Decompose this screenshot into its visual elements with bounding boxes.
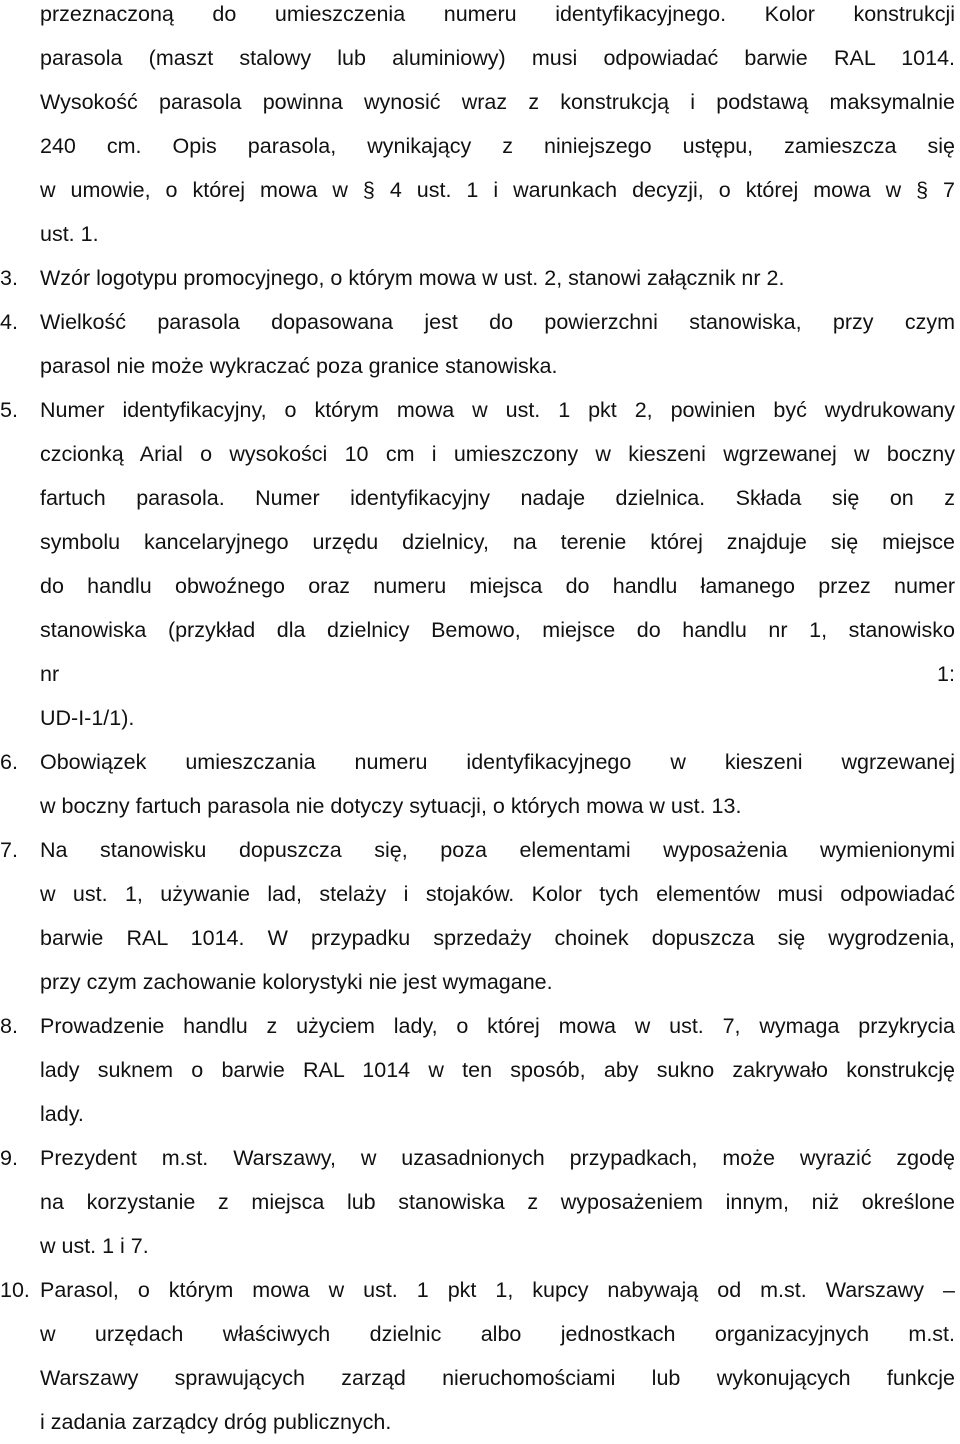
list-item-line: parasol nie może wykraczać poza granice stanowiska. [40,354,558,378]
list-item-line: nr 1: [40,662,955,686]
paragraph-line: Wysokość parasola powinna wynosić wraz z konstrukcją i podstawą maksymalnie [40,90,955,114]
list-item-line: Obowiązek umieszczania numeru identyfikacyjnego w kieszeni wgrzewanej [40,750,955,774]
list-item-line: Prowadzenie handlu z użyciem lady, o której mowa w ust. 7, wymaga przykrycia [40,1014,955,1038]
list-item-number: 8. [0,1014,18,1038]
list-item-line: na korzystanie z miejsca lub stanowiska z wyposażeniem innym, niż określone [40,1190,955,1214]
list-item-line: Warszawy sprawujących zarząd nieruchomościami lub wykonujących funkcje [40,1366,955,1390]
list-item-line: Wzór logotypu promocyjnego, o którym mowa w ust. 2, stanowi załącznik nr 2. [40,266,785,290]
list-item-line: symbolu kancelaryjnego urzędu dzielnicy, na terenie której znajduje się miejsce [40,530,955,554]
list-item-line: w urzędach właściwych dzielnic albo jednostkach organizacyjnych m.st. [40,1322,955,1346]
list-item-number: 5. [0,398,18,422]
list-item-line: Wielkość parasola dopasowana jest do powierzchni stanowiska, przy czym [40,310,955,334]
list-item-line: stanowiska (przykład dla dzielnicy Bemowo, miejsce do handlu nr 1, stanowisko [40,618,955,642]
list-item-line: czcionką Arial o wysokości 10 cm i umieszczony w kieszeni wgrzewanej w boczny [40,442,955,466]
list-item-line: w ust. 1 i 7. [40,1234,149,1258]
list-item-number: 4. [0,310,18,334]
list-item-number: 10. [0,1278,30,1302]
list-item-line: przy czym zachowanie kolorystyki nie jest wymagane. [40,970,553,994]
paragraph-line: 240 cm. Opis parasola, wynikający z niniejszego ustępu, zamieszcza się [40,134,955,158]
list-item-line: Parasol, o którym mowa w ust. 1 pkt 1, kupcy nabywają od m.st. Warszawy – [40,1278,955,1302]
list-item-line: lady. [40,1102,84,1126]
list-item-line: Numer identyfikacyjny, o którym mowa w ust. 1 pkt 2, powinien być wydrukowany [40,398,955,422]
list-item-line: w boczny fartuch parasola nie dotyczy sytuacji, o których mowa w ust. 13. [40,794,742,818]
list-item-line: UD-I-1/1). [40,706,135,730]
list-item-line: Na stanowisku dopuszcza się, poza elementami wyposażenia wymienionymi [40,838,955,862]
list-item-line: do handlu obwoźnego oraz numeru miejsca do handlu łamanego przez numer [40,574,955,598]
paragraph-line: parasola (maszt stalowy lub aluminiowy) musi odpowiadać barwie RAL 1014. [40,46,955,70]
list-item-line: w ust. 1, używanie lad, stelaży i stojaków. Kolor tych elementów musi odpowiadać [40,882,955,906]
list-item-line: lady suknem o barwie RAL 1014 w ten sposób, aby sukno zakrywało konstrukcję [40,1058,955,1082]
list-item-line: i zadania zarządcy dróg publicznych. [40,1410,392,1434]
list-item-number: 7. [0,838,18,862]
list-item-number: 9. [0,1146,18,1170]
list-item-number: 3. [0,266,18,290]
paragraph-line: w umowie, o której mowa w § 4 ust. 1 i warunkach decyzji, o której mowa w § 7 [40,178,955,202]
list-item-line: Prezydent m.st. Warszawy, w uzasadnionych przypadkach, może wyrazić zgodę [40,1146,955,1170]
list-item-line: fartuch parasola. Numer identyfikacyjny nadaje dzielnica. Składa się on z [40,486,955,510]
list-item-number: 6. [0,750,18,774]
list-item-line: barwie RAL 1014. W przypadku sprzedaży choinek dopuszcza się wygrodzenia, [40,926,955,950]
paragraph-line: ust. 1. [40,222,99,246]
paragraph-line: przeznaczoną do umieszczenia numeru identyfikacyjnego. Kolor konstrukcji [40,2,955,26]
